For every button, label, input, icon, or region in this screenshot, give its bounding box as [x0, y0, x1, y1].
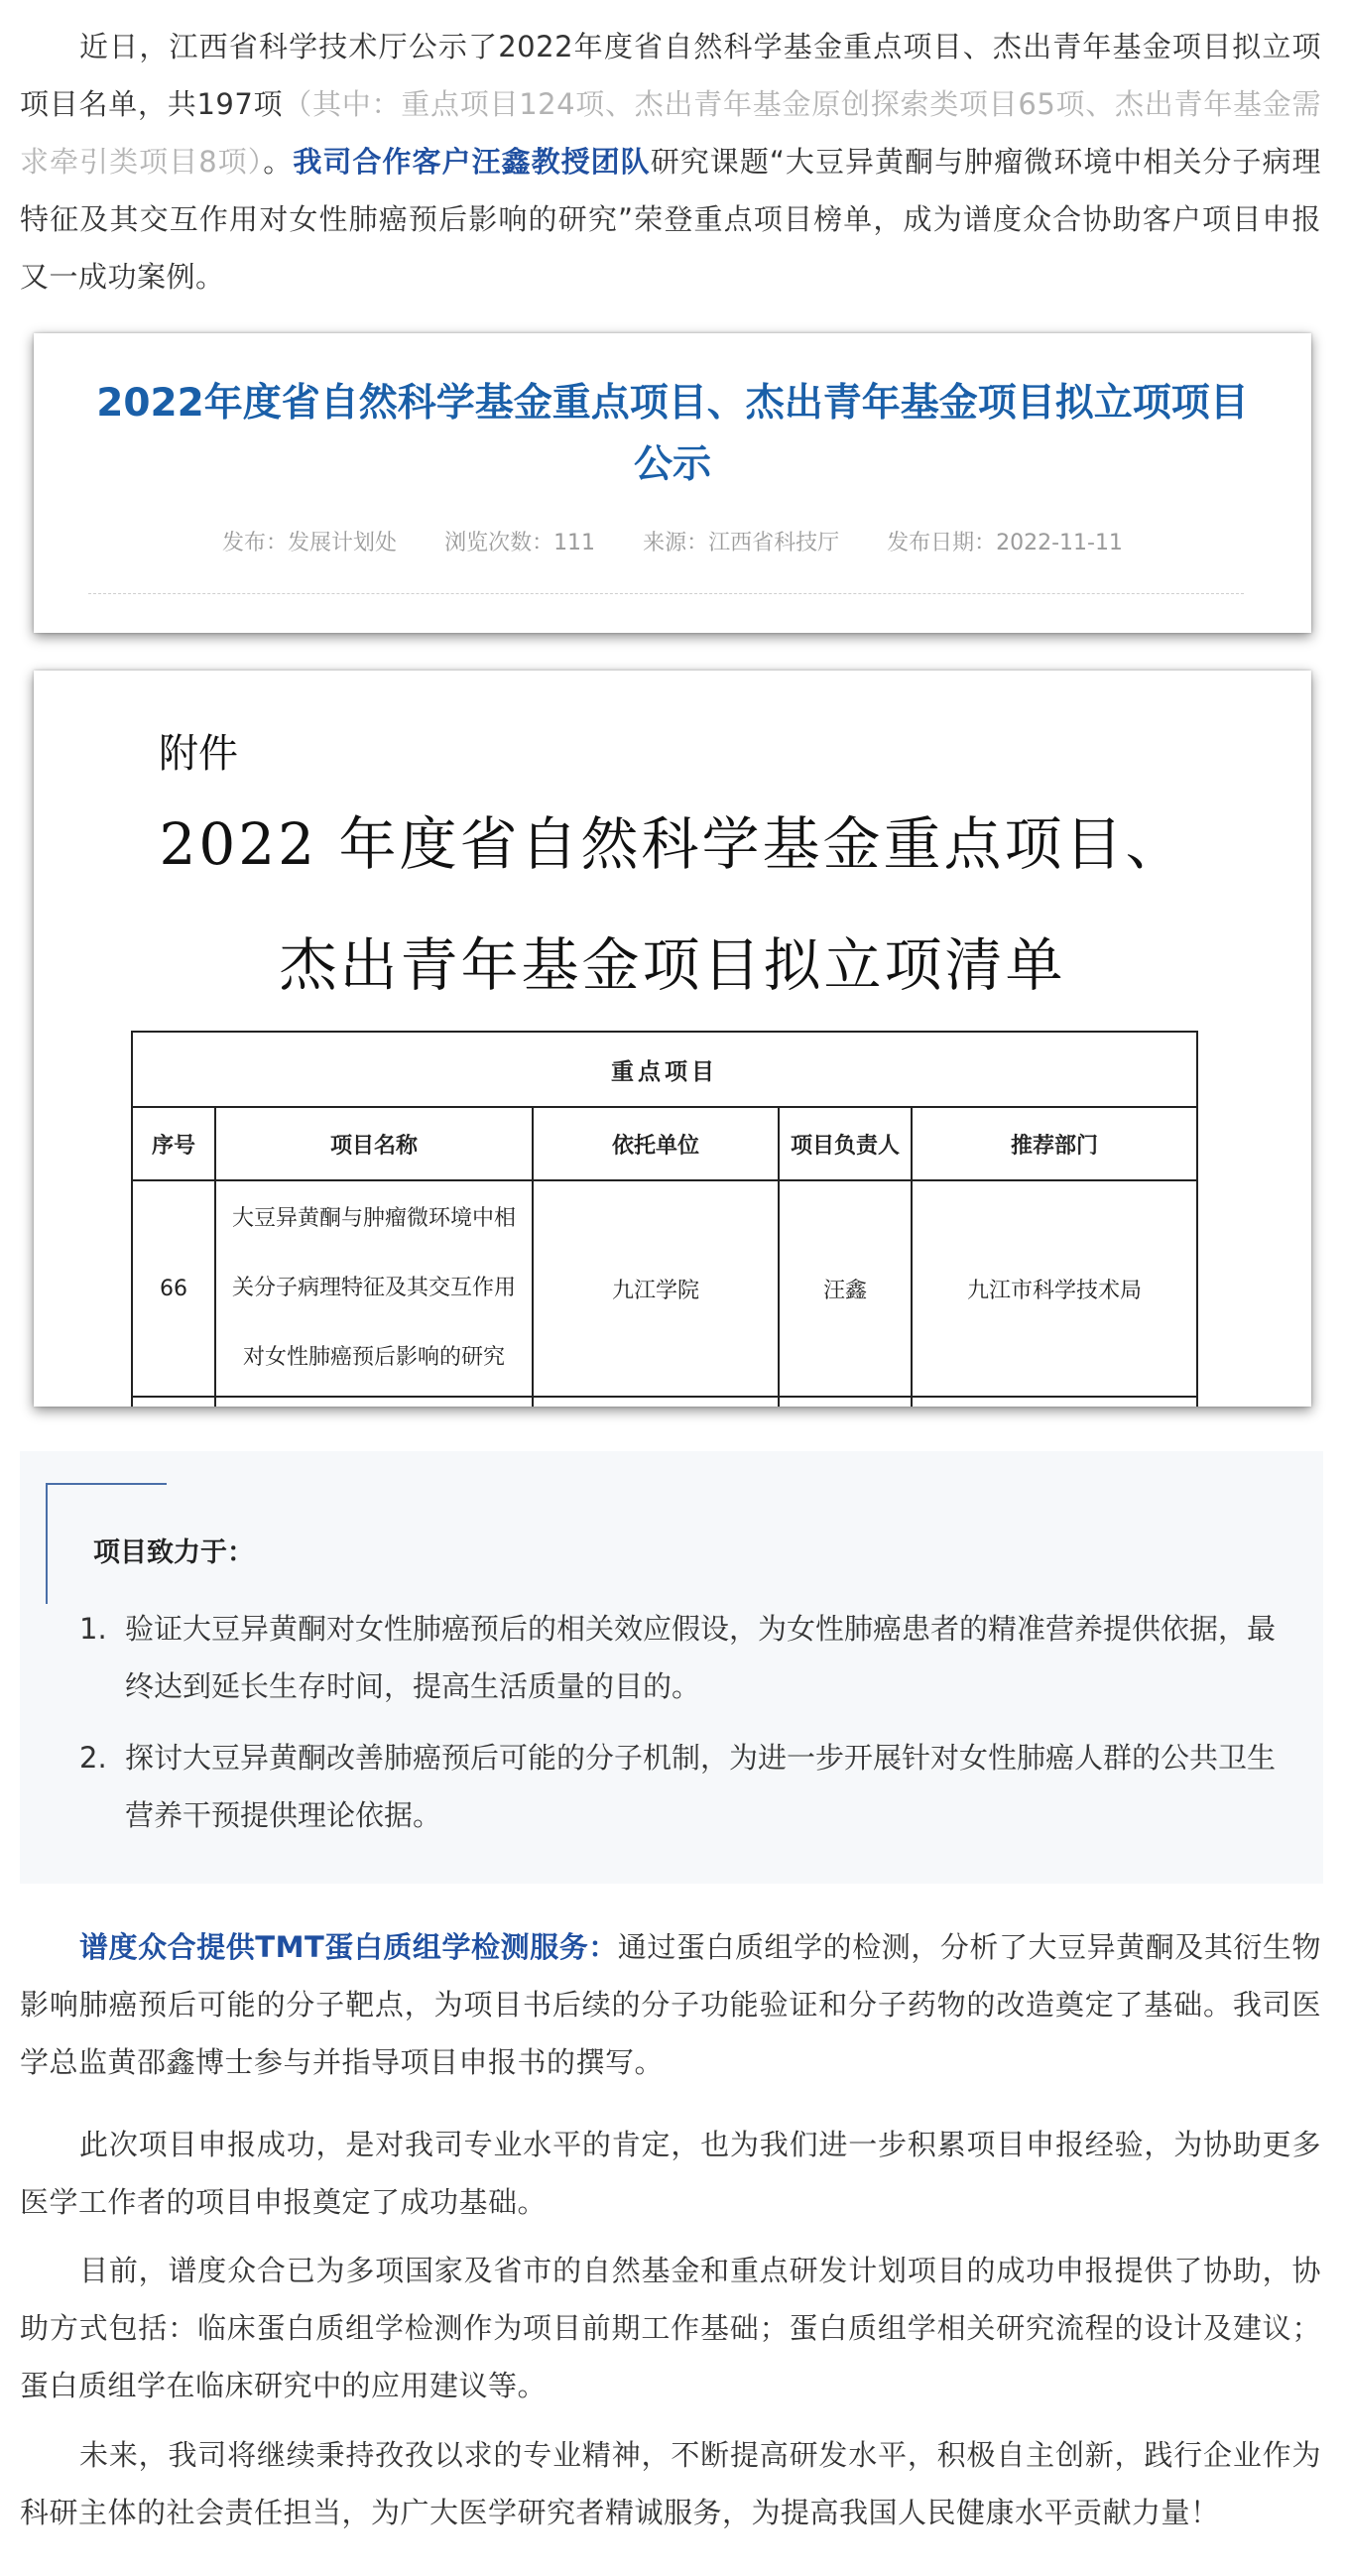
- announcement-source: 来源：江西省科技厅: [643, 531, 840, 555]
- intro-text-continued: 研究课题“大豆异黄酮与肿瘤微环境中相关分子病理特征及其交互作用对女性肺癌预后影响的研究”荣登重点项目榜单，成为谱度众合协助客户项目申报又一成功案例。: [20, 145, 1321, 294]
- service-highlight: 谱度众合提供TMT蛋白质组学检测服务：: [79, 1930, 618, 1964]
- row-leader: 汪鑫: [779, 1180, 912, 1397]
- announcement-title: 2022年度省自然科学基金重点项目、杰出青年基金项目拟立项项目公示: [96, 381, 1249, 487]
- intro-paragraph: [20, 18, 1321, 306]
- announcement-meta: [34, 526, 1311, 556]
- service-text: 通过蛋白质组学的检测，分析了大豆异黄酮及其衍生物影响肺癌预后可能的分子靶点，为项目书后续的分子功能验证和分子药物的改造奠定了基础。我司医学总监黄邵鑫博士参与并指导项目申报书的撰写。: [20, 1930, 1321, 2079]
- intro-highlight: 我司合作客户汪鑫教授团队: [293, 145, 651, 179]
- announcement-date: 发布日期：2022-11-11: [887, 531, 1123, 555]
- row-project-name-line: 大豆异黄酮与肿瘤微环境中相: [231, 1206, 516, 1231]
- project-table: [131, 1031, 1198, 1407]
- goals-heading: 项目致力于：: [93, 1537, 254, 1568]
- project-goals-box: [20, 1451, 1323, 1884]
- table-section-title: 重点项目: [132, 1032, 1197, 1107]
- announcement-publisher: 发布：发展计划处: [222, 531, 398, 555]
- row-unit: 九江学院: [533, 1180, 779, 1397]
- list-item-text: 验证大豆异黄酮对女性肺癌预后的相关效应假设，为女性肺癌患者的精准营养提供依据，最终达到延长生存时间，提高生活质量的目的。: [125, 1612, 1277, 1703]
- table-header-department: 推荐部门: [912, 1107, 1197, 1180]
- table-header-no: 序号: [132, 1107, 215, 1180]
- table-header-name: 项目名称: [215, 1107, 533, 1180]
- table-header-leader: 项目负责人: [779, 1107, 912, 1180]
- attachment-card: [34, 671, 1311, 1407]
- row-project-name-line: 对女性肺癌预后影响的研究: [242, 1345, 505, 1370]
- paragraph-success: 此次项目申报成功，是对我司专业水平的肯定，也为我们进一步积累项目申报经验，为协助更多医学工作者的项目申报奠定了成功基础。: [20, 2128, 1321, 2219]
- row-project-name-line: 关分子病理特征及其交互作用: [231, 1276, 516, 1300]
- attachment-title-line1: 2022 年度省自然科学基金重点项目、: [159, 810, 1186, 878]
- intro-period: 。: [263, 145, 294, 179]
- row-project-name: [215, 1180, 533, 1397]
- list-item: [79, 1600, 1289, 1715]
- list-item-text: 探讨大豆异黄酮改善肺癌预后可能的分子机制，为进一步开展针对女性肺癌人群的公共卫生营养干预提供理论依据。: [125, 1741, 1277, 1832]
- table-row: [132, 1180, 1197, 1397]
- announcement-card: [34, 333, 1311, 633]
- goals-list: [79, 1600, 1289, 1858]
- table-row-cut: [132, 1397, 1197, 1407]
- list-item: [79, 1729, 1289, 1844]
- list-item-number: 1.: [79, 1612, 107, 1646]
- service-paragraph: [20, 1918, 1321, 2091]
- row-department: 九江市科学技术局: [912, 1180, 1197, 1397]
- attachment-label: 附件: [159, 731, 238, 777]
- paragraph-current: 目前，谱度众合已为多项国家及省市的自然基金和重点研发计划项目的成功申报提供了协助，协助方式包括：临床蛋白质组学检测作为项目前期工作基础；蛋白质组学相关研究流程的设计及建议；蛋白质组学在临床研究中的应用建议等。: [20, 2254, 1321, 2402]
- intro-text: 近日，江西省科学技术厅公示了2022年度省自然科学基金重点项目、杰出青年基金项目拟立项项目名单，共197项: [20, 30, 1321, 121]
- paragraph-future: 未来，我司将继续秉持孜孜以求的专业精神，不断提高研发水平，积极自主创新，践行企业作为科研主体的社会责任担当，为广大医学研究者精诚服务，为提高我国人民健康水平贡献力量！: [20, 2438, 1321, 2529]
- announcement-divider: [88, 593, 1244, 594]
- announcement-views: 浏览次数：111: [444, 531, 596, 555]
- intro-grey-note: （其中：重点项目124项、杰出青年基金原创探索类项目65项、杰出青年基金需求牵引类项目8项）: [20, 87, 1321, 179]
- list-item-number: 2.: [79, 1741, 107, 1775]
- table-header-row: [132, 1107, 1197, 1180]
- row-number: 66: [132, 1180, 215, 1397]
- attachment-title-line2: 杰出青年基金项目拟立项清单: [279, 931, 1066, 999]
- table-header-unit: 依托单位: [533, 1107, 779, 1180]
